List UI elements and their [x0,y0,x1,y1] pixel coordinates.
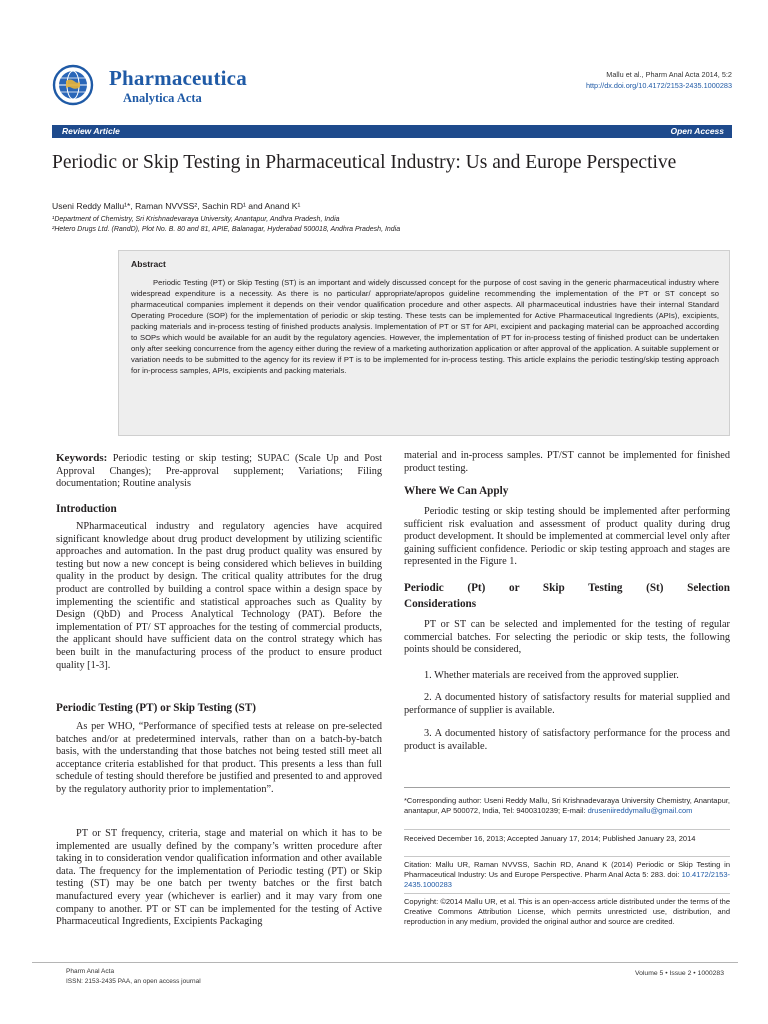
citation-doi-link[interactable]: 10.4172/2153-2435.1000283 [404,870,730,889]
copyright-text: Copyright: ©2014 Mallu UR, et al. This is an open-access article distributed under the terms of the Creative Commons Attribution License, which permits unrestricted use, distribution, and reproduction in any medium, provided the original author and source are credited. [404,897,730,926]
citation-line: Mallu et al., Pharm Anal Acta 2014, 5:2 [606,70,732,79]
journal-name: Pharmaceutica [109,66,247,90]
footer-rule [32,962,738,963]
introduction-heading: Introduction [56,503,117,515]
divider [404,829,730,830]
introduction-text: NPharmaceutical industry and regulatory agencies have acquired significant knowledge about drug product development by utilizing scientific approaches and automation. In the past drug product quality was ensured by testing but now a new concept is being considered which believes in building quality in the product by design. The critical quality attributes for the drug product are controlled by building a control space within a design space by implementing the scientific and statistical approaches such as Quality by Design (QbD) and Process Analytical Technology (PAT). Before the implementation of PT/ ST approaches for the testing of commercial products, the applicant should have sufficient data on the control strategy which has been built in the manufacturing process of the product to ensure product quality [1-3]. [56,521,382,671]
pt-section-para-1: As per WHO, “Performance of specified tests at release on pre-selected batches and/or at predetermined intervals, rather than on a batch-by-batch basis, with the understanding that those batches not being tested still meet all acceptance criteria established for that product. This presents a less than full schedule of testing should therefore be justified and presented to and approved by the regulatory authority prior to implementation”. [56,721,382,795]
abstract-text: Periodic Testing (PT) or Skip Testing (ST) is an important and widely discussed concept for the purpose of cost saving in the generic pharmaceutical industry where widespread expenditure is a necessity. As there is no particular/ appropriate/apropos guideline recommending the implementation of the PT or ST concept so pharmaceutical companies implement it depends on their vendor qualification procedure and other aspects. All pharmaceutical industries have their internal Standard Operating Procedure (SOP) for the implementation of periodic or skip testing. These tests can be implemented for Active Pharmaceutical Ingredients (APIs), excipients, packing materials and in-process testing of finished products analysis. Implementation of PT or ST for API, excipient and packaging material can be approached according to SOPs which would be available for an audit by the regulatory agencies. However, the implementation of PT for in-process testing of finished product can be undertaken only after seeking concurrence from the agency either during the review of a marketing authorization application or after approval of the application. A suitable supplement or variation needs to be submitted to the agency for its review if PT is to be implemented for in-process testing. This article explains the periodic testing/skip testing approach for in-process samples, APIs, excipients and packing materials. [131,278,719,376]
author-list: Useni Reddy Mallu¹*, Raman NVVSS², Sachin RD¹ and Anand K¹ [52,201,301,211]
open-access-label: Open Access [670,126,724,136]
footer-volume: Volume 5 • Issue 2 • 1000283 [634,970,724,977]
divider [404,893,730,894]
pt-section-heading: Periodic Testing (PT) or Skip Testing (ST) [56,702,256,714]
consideration-point-2: 2. A documented history of satisfactory results for material supplied and performance of supplier is available. [404,692,730,716]
affiliation-2: ²Hetero Drugs Ltd. (RandD), Plot No. B. 80 and 81, APIE, Balanagar, Hyderabad 500018, Andhra Pradesh, India [52,226,401,233]
received-dates: Received December 16, 2013; Accepted January 17, 2014; Published January 23, 2014 [404,834,696,843]
where-heading: Where We Can Apply [404,485,509,497]
corresponding-author-text: *Corresponding author: Useni Reddy Mallu, Sri Krishnadevaraya University Chemistry, Anantapur, anantapur, AP 500072, India, Tel: 9400310239; E-mail: [404,796,730,815]
article-title: Periodic or Skip Testing in Pharmaceutical Industry: Us and Europe Perspective [52,152,677,173]
affiliation-1: ¹Department of Chemistry, Sri Krishnadevaraya University, Anantapur, Andhra Pradesh, India [52,216,340,223]
consideration-point-3: 3. A documented history of satisfactory performance for the process and product is available. [404,728,730,752]
article-type-bar [52,125,732,138]
citation-block [404,860,730,890]
journal-subtitle: Analytica Acta [123,91,202,105]
footer-issn: ISSN: 2153-2435 PAA, an open access journal [66,978,201,985]
corresponding-author [404,796,730,816]
selection-text: PT or ST can be selected and implemented for the testing of regular commercial batches. For selecting the periodic or skip tests, the following points should be considered, [404,619,730,656]
doi-link[interactable]: http://dx.doi.org/10.4172/2153-2435.1000283 [585,81,732,90]
abstract-heading: Abstract [131,259,166,269]
keywords-text: Periodic testing or skip testing; SUPAC (Scale Up and Post Approval Changes); Pre-approval supplement; Variations; Filing documentation; Routine analysis [56,453,383,490]
divider [404,856,730,857]
footer-journal: Pharm Anal Acta [66,968,115,975]
where-text: Periodic testing or skip testing should be implemented after performing sufficient risk evaluation and assessment of product quality during drug product development. It should be implemented at commercial level only after gaining sufficient confidence. Periodic or skip testing approach and stages are represented in the Figure 1. [404,506,730,568]
column-separator [404,787,730,788]
citation-text: Citation: Mallu UR, Raman NVVSS, Sachin RD, Anand K (2014) Periodic or Skip Testing in Pharmaceutical Industry: Us and Europe Perspective. Pharm Anal Acta 5: 283. doi: [404,860,730,879]
keywords-block [56,452,382,491]
keywords-label: Keywords: [56,452,108,464]
selection-heading: Periodic (Pt) or Skip Testing (St) Selection Considerations [404,582,730,610]
consideration-point-1: 1. Whether materials are received from the approved supplier. [424,670,679,681]
journal-logo-icon [52,64,94,106]
author-email-link[interactable]: druseniireddymallu@gmail.com [587,806,693,815]
continuation-text: material and in-process samples. PT/ST cannot be implemented for finished product testing. [404,450,730,474]
article-type-label: Review Article [62,126,120,136]
pt-section-para-2: PT or ST frequency, criteria, stage and material on which it has to be implemented are usually defined by the company’s written procedure after taking in to consideration vendor qualification information and other available data. The frequency for the implementation of Periodic testing (PT) or Skip testing (ST) may be one batch per twenty batches or the first batch manufactured every year (whichever is earlier) and it may vary from one company to another. PT or ST can be implemented for the testing of Active Pharmaceutical Ingredients, Excipients Packaging [56,828,382,928]
